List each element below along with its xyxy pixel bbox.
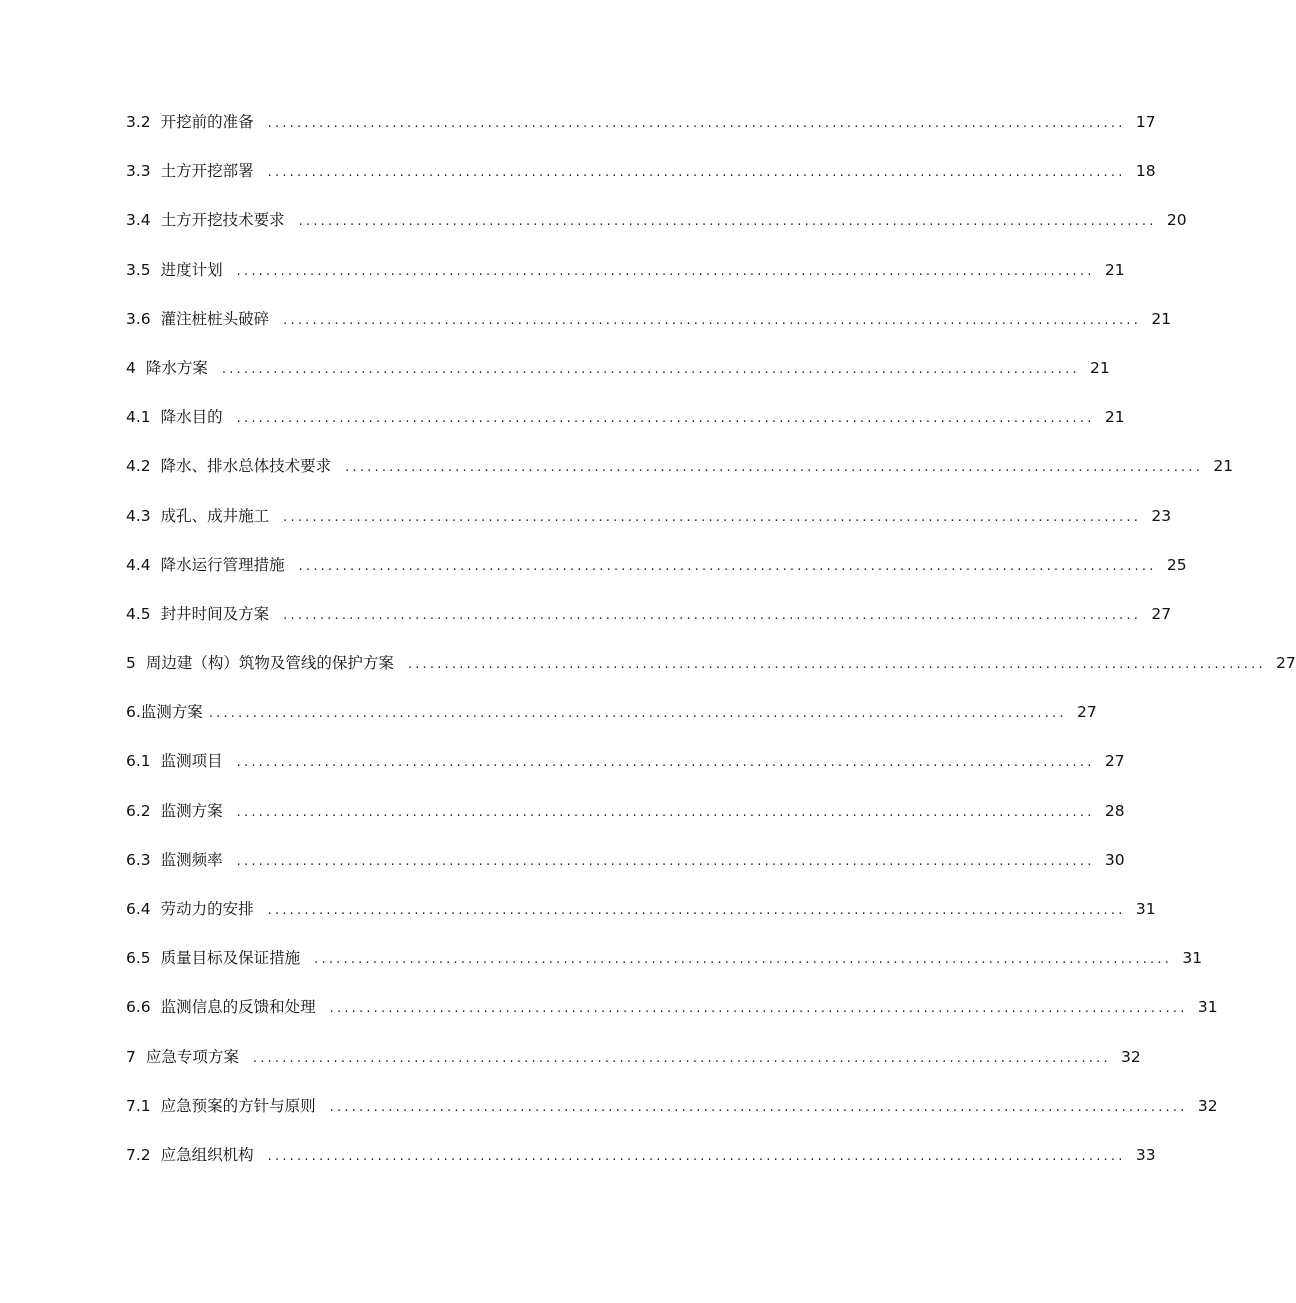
toc-entry-title: 土方开挖部署: [160, 162, 254, 181]
toc-entry-page: 30: [1104, 850, 1125, 869]
toc-dot-leader: .....................................................................................................................: [314, 952, 1173, 968]
toc-entry-number: 6.: [126, 703, 141, 722]
toc-entry-title: 监测信息的反馈和处理: [160, 998, 316, 1017]
toc-entry[interactable]: [126, 527, 1187, 576]
toc-dot-leader: .....................................................................................................................: [267, 1148, 1126, 1164]
toc-dot-leader: .....................................................................................................................: [283, 312, 1142, 328]
toc-entry[interactable]: [126, 281, 1172, 330]
toc-entry-number: 4.1: [126, 408, 151, 427]
toc-entry[interactable]: [126, 477, 1172, 526]
toc-entry-number: 4.4: [126, 555, 151, 574]
toc-entry-title: 土方开挖技术要求: [160, 211, 285, 230]
toc-entry-title: 开挖前的准备: [160, 113, 254, 131]
toc-entry-page: 23: [1151, 506, 1172, 525]
toc-entry-number: 4: [126, 358, 136, 377]
toc-entry-title: 成孔、成井施工: [160, 506, 270, 525]
toc-dot-leader: .....................................................................................................................: [252, 1050, 1111, 1066]
toc-entry-page: 27: [1151, 604, 1172, 623]
toc-entry-number: 4.3: [126, 506, 151, 525]
toc-dot-leader: .....................................................................................................................: [298, 214, 1157, 230]
toc-entry-number: 6.4: [126, 900, 151, 918]
toc-dot-leader: .....................................................................................................................: [283, 607, 1142, 623]
toc-dot-leader: .....................................................................................................................: [298, 558, 1157, 574]
toc-entry-page: 31: [1197, 998, 1218, 1017]
toc-entry[interactable]: [126, 1068, 1218, 1117]
toc-entry[interactable]: [126, 576, 1172, 625]
toc-entry-title: 应急专项方案: [145, 1047, 239, 1066]
toc-entry-page: 32: [1197, 1096, 1218, 1115]
table-of-contents: [126, 111, 1296, 1166]
toc-dot-leader: .....................................................................................................................: [236, 411, 1095, 427]
toc-entry-number: 4.2: [126, 457, 151, 476]
toc-entry-number: 3.2: [126, 113, 151, 131]
toc-dot-leader: .....................................................................................................................: [283, 509, 1142, 525]
toc-dot-leader: .....................................................................................................................: [345, 460, 1204, 476]
toc-entry-page: 21: [1213, 457, 1234, 476]
toc-entry[interactable]: [126, 920, 1203, 969]
toc-entry-page: 21: [1104, 408, 1125, 427]
toc-entry-number: 6.5: [126, 949, 151, 968]
toc-dot-leader: .....................................................................................................................: [267, 903, 1126, 918]
toc-dot-leader: .....................................................................................................................: [208, 706, 1067, 722]
toc-dot-leader: .....................................................................................................................: [236, 263, 1095, 279]
toc-entry-number: 3.3: [126, 162, 151, 181]
toc-entry-number: 7.1: [126, 1096, 151, 1115]
toc-entry-number: 6.1: [126, 752, 151, 771]
toc-entry-number: 3.4: [126, 211, 151, 230]
toc-entry[interactable]: [126, 625, 1296, 674]
toc-dot-leader: .....................................................................................................................: [329, 1099, 1188, 1115]
toc-entry[interactable]: [126, 231, 1125, 280]
toc-entry-number: 7: [126, 1047, 136, 1066]
toc-entry-title: 质量目标及保证措施: [160, 949, 301, 968]
toc-dot-leader: .....................................................................................................................: [236, 853, 1095, 869]
toc-entry-page: 18: [1135, 162, 1156, 181]
toc-entry[interactable]: [126, 969, 1218, 1018]
toc-entry-title: 降水运行管理措施: [160, 555, 285, 574]
toc-entry-title: 进度计划: [160, 260, 223, 279]
toc-dot-leader: .....................................................................................................................: [407, 657, 1266, 673]
toc-entry-page: 27: [1104, 752, 1125, 771]
toc-dot-leader: .....................................................................................................................: [329, 1001, 1188, 1017]
toc-entry-title: 监测频率: [160, 850, 223, 869]
toc-entry-title: 降水方案: [145, 358, 208, 377]
toc-entry-title: 封井时间及方案: [160, 604, 270, 623]
toc-entry-title: 周边建（构）筑物及管线的保护方案: [145, 654, 394, 673]
toc-entry[interactable]: [126, 674, 1097, 723]
toc-entry-page: 31: [1182, 949, 1203, 968]
toc-entry-number: 7.2: [126, 1145, 151, 1164]
toc-entry[interactable]: [126, 182, 1187, 231]
toc-entry-page: 21: [1151, 309, 1172, 328]
toc-entry-number: 5: [126, 654, 136, 673]
toc-dot-leader: .....................................................................................................................: [267, 116, 1126, 131]
toc-entry-page: 33: [1135, 1145, 1156, 1164]
toc-entry-title: 劳动力的安排: [160, 900, 254, 918]
toc-entry-title: 应急组织机构: [160, 1145, 254, 1164]
toc-entry[interactable]: [126, 871, 1156, 920]
toc-entry[interactable]: [126, 1117, 1156, 1166]
toc-entry[interactable]: [126, 428, 1234, 477]
toc-entry[interactable]: [126, 1018, 1141, 1067]
toc-entry-page: 32: [1121, 1047, 1141, 1066]
toc-entry[interactable]: [126, 723, 1125, 772]
toc-dot-leader: .....................................................................................................................: [236, 804, 1095, 820]
toc-entry-page: 27: [1276, 654, 1296, 673]
toc-entry-page: 28: [1104, 801, 1125, 820]
toc-dot-leader: .....................................................................................................................: [236, 755, 1095, 771]
toc-entry-page: 25: [1166, 555, 1187, 574]
toc-entry-page: 27: [1076, 703, 1097, 722]
toc-entry[interactable]: [126, 330, 1110, 379]
toc-entry[interactable]: [126, 111, 1156, 133]
toc-entry-page: 21: [1104, 260, 1125, 279]
toc-entry[interactable]: [126, 379, 1125, 428]
toc-dot-leader: .....................................................................................................................: [221, 361, 1080, 377]
toc-dot-leader: .....................................................................................................................: [267, 165, 1126, 181]
toc-entry-number: 3.6: [126, 309, 151, 328]
toc-entry[interactable]: [126, 822, 1125, 871]
toc-entry-title: 降水、排水总体技术要求: [160, 457, 332, 476]
toc-entry-number: 6.2: [126, 801, 151, 820]
toc-entry-title: 监测方案: [140, 703, 203, 722]
toc-entry-number: 6.3: [126, 850, 151, 869]
toc-entry-title: 监测方案: [160, 801, 223, 820]
toc-entry[interactable]: [126, 772, 1125, 821]
toc-entry-page: 17: [1135, 113, 1156, 131]
toc-entry-title: 监测项目: [160, 752, 223, 771]
toc-entry-page: 21: [1090, 358, 1110, 377]
toc-entry[interactable]: [126, 133, 1156, 182]
toc-entry-title: 灌注桩桩头破碎: [160, 309, 270, 328]
toc-entry-number: 4.5: [126, 604, 151, 623]
toc-entry-page: 20: [1166, 211, 1187, 230]
toc-entry-number: 3.5: [126, 260, 151, 279]
toc-entry-title: 应急预案的方针与原则: [160, 1096, 316, 1115]
toc-entry-page: 31: [1135, 900, 1156, 918]
toc-entry-title: 降水目的: [160, 408, 223, 427]
toc-entry-number: 6.6: [126, 998, 151, 1017]
